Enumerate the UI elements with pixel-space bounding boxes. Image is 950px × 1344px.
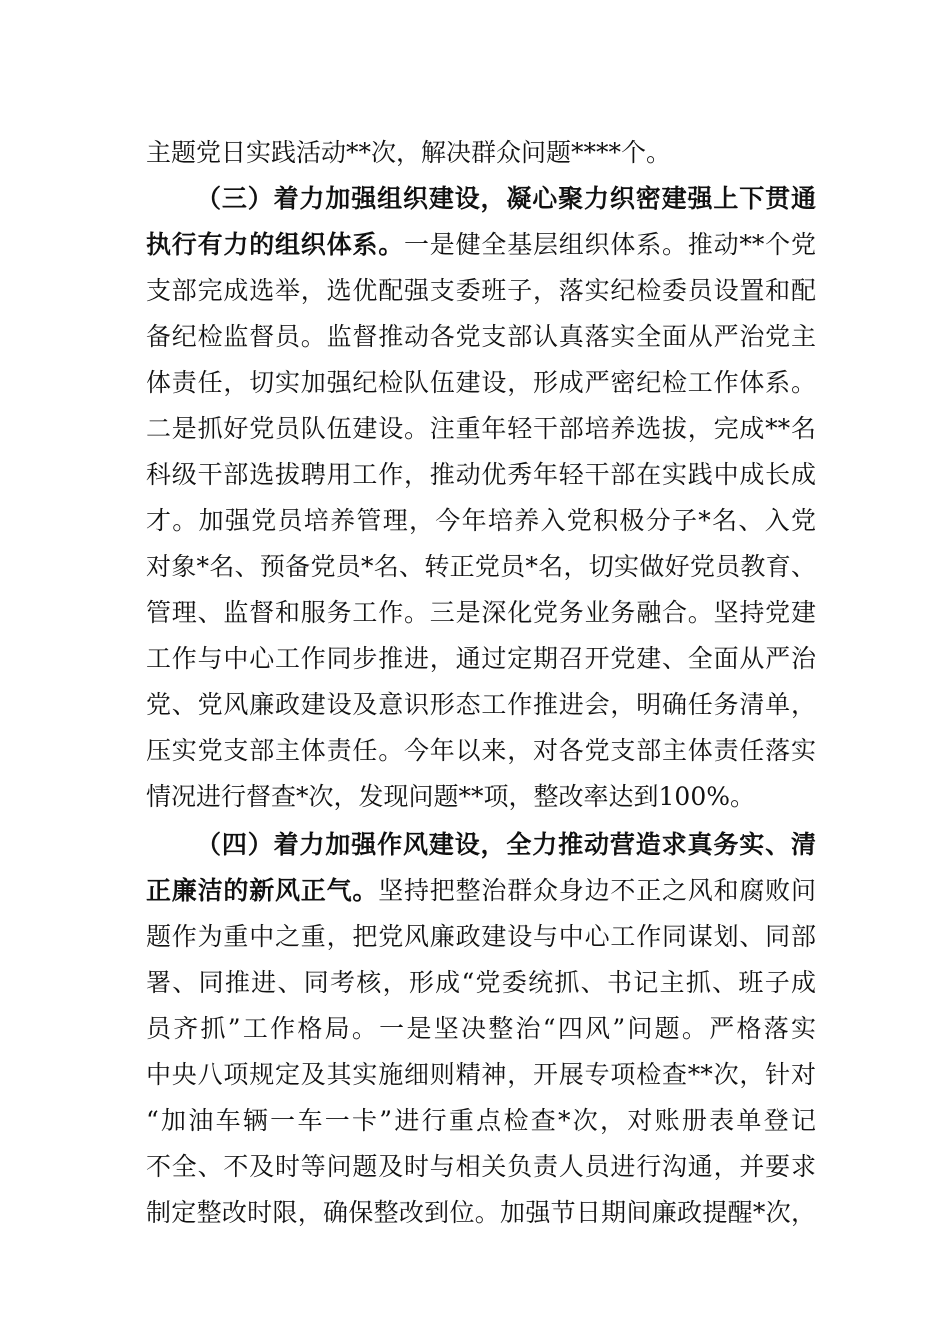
text-line-7	[146, 406, 816, 452]
text-line-4	[146, 268, 816, 314]
heading-four-line-2	[146, 868, 816, 914]
text-line-19	[146, 960, 816, 1006]
text-line-6	[146, 360, 816, 406]
text-line-14	[146, 728, 816, 774]
line-text: 情况进行督查*次，发现问题**项，整改率达到100%。	[146, 782, 755, 811]
text-line-22	[146, 1098, 816, 1144]
line-text: 署、同推进、同考核，形成“党委统抓、书记主抓、班子成	[146, 968, 816, 997]
line-text: 对象*名、预备党员*名、转正党员*名，切实做好党员教育、	[146, 552, 816, 581]
text-line-10	[146, 544, 816, 590]
text-line-24	[146, 1190, 816, 1236]
line-text: 制定整改时限，确保整改到位。加强节日期间廉政提醒*次，	[146, 1198, 816, 1227]
text-line-23	[146, 1144, 816, 1190]
heading-four-line-1	[196, 822, 816, 868]
line-text: “加油车辆一车一卡”进行重点检查*次，对账册表单登记	[146, 1106, 816, 1135]
text-line-20	[146, 1006, 816, 1052]
line-text: 员齐抓”工作格局。一是坚决整治“四风”问题。严格落实	[146, 1014, 816, 1043]
text-line-11	[146, 590, 816, 636]
line-text: 才。加强党员培养管理，今年培养入党积极分子*名、入党	[146, 506, 816, 535]
text-line-12	[146, 636, 816, 682]
text-line-8	[146, 452, 816, 498]
heading-text: （四）着力加强作风建设，全力推动营造求真务实、清	[196, 830, 816, 859]
line-text: 主题党日实践活动**次，解决群众问题****个。	[146, 138, 672, 167]
heading-text: 执行有力的组织体系。	[146, 230, 404, 259]
heading-text: 正廉洁的新风正气。	[146, 876, 379, 905]
heading-text: （三）着力加强组织建设，凝心聚力织密建强上下贯通	[196, 184, 816, 213]
line-text: 题作为重中之重，把党风廉政建设与中心工作同谋划、同部	[146, 922, 816, 951]
line-text: 备纪检监督员。监督推动各党支部认真落实全面从严治党主	[146, 322, 816, 351]
line-text: 不全、不及时等问题及时与相关负责人员进行沟通，并要求	[146, 1152, 816, 1181]
line-text: 管理、监督和服务工作。三是深化党务业务融合。坚持党建	[146, 598, 816, 627]
text-line-9	[146, 498, 816, 544]
text-line-15	[146, 774, 816, 820]
line-text: 中央八项规定及其实施细则精神，开展专项检查**次，针对	[146, 1060, 816, 1089]
heading-three-line-1	[196, 176, 816, 222]
text-line-5	[146, 314, 816, 360]
line-text: 坚持把整治群众身边不正之风和腐败问	[378, 876, 816, 905]
line-text: 一是健全基层组织体系。推动**个党	[404, 230, 816, 259]
line-text: 工作与中心工作同步推进，通过定期召开党建、全面从严治	[146, 644, 816, 673]
line-text: 支部完成选举，选优配强支委班子，落实纪检委员设置和配	[146, 276, 816, 305]
line-text: 体责任，切实加强纪检队伍建设，形成严密纪检工作体系。	[146, 368, 816, 397]
line-text: 二是抓好党员队伍建设。注重年轻干部培养选拔，完成**名	[146, 414, 816, 443]
text-line-21	[146, 1052, 816, 1098]
line-text: 科级干部选拔聘用工作，推动优秀年轻干部在实践中成长成	[146, 460, 816, 489]
heading-three-line-2	[146, 222, 816, 268]
text-line-13	[146, 682, 816, 728]
line-text: 党、党风廉政建设及意识形态工作推进会，明确任务清单，	[146, 690, 816, 719]
text-line-1	[146, 130, 816, 176]
text-line-18	[146, 914, 816, 960]
line-text: 压实党支部主体责任。今年以来，对各党支部主体责任落实	[146, 736, 816, 765]
